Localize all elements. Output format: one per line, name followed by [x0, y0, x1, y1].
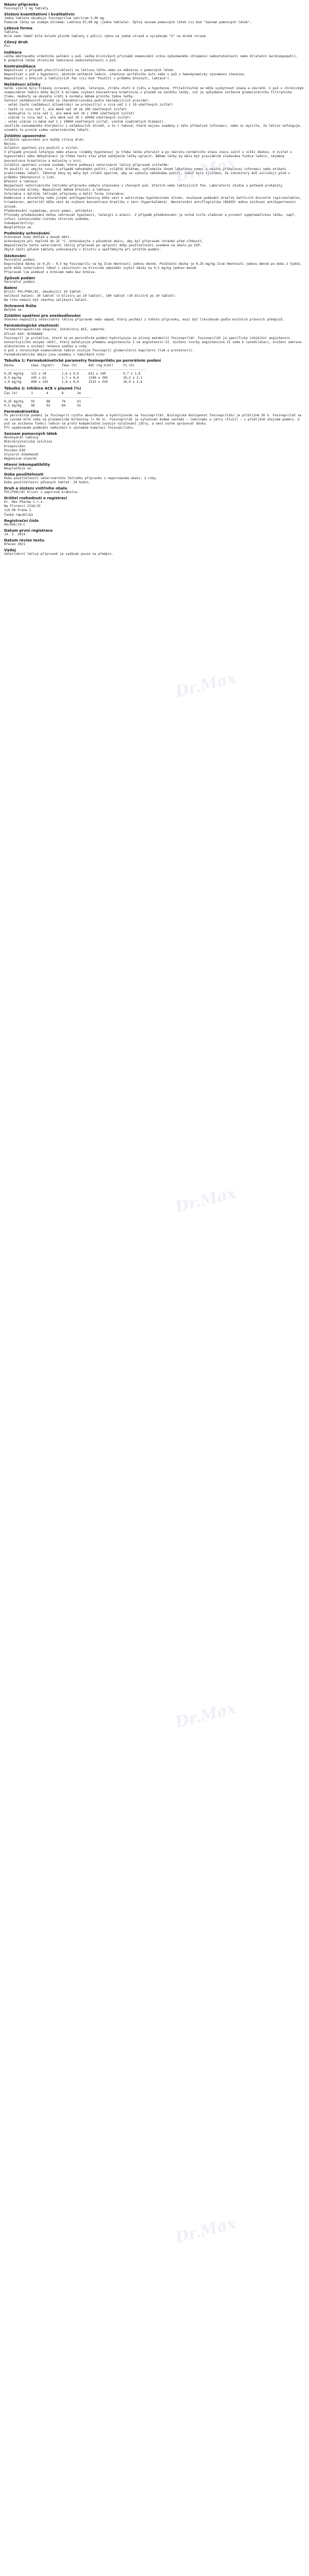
ace-table-2: [4, 386, 305, 408]
section-text: Veterinární léčivý přípravek je vydáván pouze na předpis.: [4, 552, 114, 556]
section-heading: Ochranná lhůta: [4, 303, 37, 309]
section-text: 96/045/14-C: [4, 522, 25, 527]
section-text: Uchovávat mimo dohled a dosah dětí. Uchovávejte při teplotě do 25 °C. Uchovávejte v původním obalu, aby byl přípravek chráněn před vlhkostí. Nepoužívejte tento veterinární léčivý přípravek po uplynutí doby použitelnosti uvedené na obalu po EXP. Zbylé části půlené tablety uchovávejte v blistru a spotřebujte při příštím podání.: [4, 235, 204, 252]
section-text: Neuplatňuje se.: [4, 466, 33, 470]
section-text: Léčba městnavého srdečního selhání u psů. Léčba klinických příznaků onemocnění srdce způsobeného chlopenní nedostatečností nebo dilatační kardiomyopatií. K podpůrné léčbě chronické ledvinové nedostatečnosti u psů.: [4, 54, 298, 62]
section-heading: Doba použitelnosti: [4, 471, 44, 477]
table-body: Dávka Cmax (ng/ml) Tmax (h) AUC (ng.h/ml) t½ (h) -------------------------------------------------------------------------- 0,25 mg/kg 121 ± 34 1,6 ± 0,5 612 ± 140 9,7 ± 1,8 0,5 mg/kg 245 ± 61 1,7 ± 0,6 1240 ± 305 10,3 ± 2,1 1,0 mg/kg 498 ± 102 1,8 ± 0,4 2515 ± 520 10,9 ± 2,4: [4, 364, 146, 384]
section-heading: Držitel rozhodnutí o registraci: [4, 496, 67, 501]
section-heading: Složení kvantitativní i kvalitativní: [4, 12, 75, 17]
section-text: Dr. Max Pharma s.r.o. Na Florenci 2116/15 110 00 Praha 1 Česká republika: [4, 500, 45, 517]
section-text: 14. 5. 2014: [4, 532, 25, 536]
section-text: Blistr PVC/PVDC/Al, obsahující 10 tablet. Velikost balení: 30 tablet (3 blistry po 10 tablet), 100 tablet (10 blistrů po 10 tablet). Na trhu nemusí být všechny velikosti balení.: [4, 290, 177, 302]
section-text: Perorální podání.: [4, 280, 37, 284]
section-heading: Dávkování: [4, 253, 26, 258]
section-heading: Zvláštní upozornění: [4, 133, 46, 139]
section-text: Tableta. Bílé nebo téměř bílé kulaté ploché tablety s půlicí rýhou na jedné straně a vyraženým "5" na druhé straně.: [4, 30, 208, 39]
section-text: Fosinopril 5 mg tablety: [4, 7, 48, 10]
section-heading: Farmakologické vlastnosti: [4, 323, 59, 328]
section-text: Psi.: [4, 44, 12, 48]
watermark: Dr.Max: [174, 1184, 238, 1217]
document-page: [4, 0, 305, 2247]
section-heading: Nežádoucí účinky: [4, 82, 41, 87]
section-heading: Seznam pomocných látek: [4, 431, 58, 436]
table-caption: Tabulka 2: Inhibice ACE v plazmě (%): [4, 385, 81, 391]
section-heading: Název přípravku: [4, 2, 39, 7]
section-text: PVC/PVDC/Al blistr v papírové krabičce.: [4, 490, 79, 495]
section-heading: Indikace: [4, 49, 22, 55]
section-text: Všechen nepoužitý veterinární léčivý přípravek nebo odpad, který pochází z tohoto přípravku, musí být likvidován podle místních právních předpisů.: [4, 318, 284, 322]
section-heading: Hlavní inkompatibility: [4, 462, 50, 467]
section-text: Po perorálním podání je fosinopril rychle absorbován a hydrolyzován na fosinoprilát. Biologická dostupnost fosinoprilátu je přibližně 30 %. Fosinoprilát se ve vysoké míře váže na plazmatické bílkoviny (> 95 %). Fosinoprilát je vylučován dvěma cestami – ledvinami a játry (žlučí) – v přibližně stejném poměru. U psů se sníženou funkcí ledvin se proto kompenzačně zvyšuje vylučování játry, a není nutné upravovat dávku. Při opakovaném podávání nedochází k významné kumulaci fosinoprilátu.: [4, 413, 302, 430]
section-heading: Farmakokinetika: [4, 409, 39, 414]
section-text: Březen 2021: [4, 542, 25, 546]
section-text: Nepoužívat v případě přecitlivělosti na léčivou látku nebo na některou z pomocných látek. Nepoužívat u psů s hypotenzí, akutním selháním ledvin, stenózou aortálního ústí nebo u psů s hemodynamicky významnou stenózou. Nepoužívat u březích a laktujících fen (viz bod "Použití v průběhu březosti, laktace").: [4, 68, 246, 80]
section-text: Perorální podání. Doporučená dávka je 0,25 – 0,5 mg fosinoprilu na kg živé hmotnosti jednou denně. Počáteční dávka je 0,25 mg/kg živé hmotnosti jednou denně po dobu 2 týdnů, poté může veterinární lékař v závislosti na klinické odpovědi zvýšit dávku na 0,5 mg/kg jednou denně. Přípravek lze podávat s krmivem nebo bez krmiva.: [4, 258, 302, 274]
section-heading: Podmínky uchovávání: [4, 231, 50, 236]
pk-table-1: [4, 358, 305, 384]
table-caption: Tabulka 1: Farmakokinetické parametry fosinoprilátu po perorálním podání: [4, 358, 161, 363]
watermark: Dr.Max: [174, 1699, 238, 1732]
table-body: Čas (h) 1 4 8 24 ---------------------------------------------- 0,25 mg/kg 92 88 76 41 0,5 mg/kg 96 93 84 55: [4, 391, 93, 408]
section-text: Zvláštní upozornění pro každý cílový druh: Nejsou. Zvláštní opatření pro použití u zvířat: V případě projevů letargie nebo ataxie (známky hypotenze) je třeba léčbu přerušit a po návratu normálního stavu znovu začít s nižší dávkou. U zvířat s hypovolémií nebo dehydratací je třeba tento stav před zahájením léčby upravit. Během léčby by měla být pravidelně sledována funkce ledvin, zejména koncentrace kreatininu a močoviny v krvi. Zvláštní opatření určené osobám, které podávají veterinární léčivý přípravek zvířatům: Po použití si umyjte ruce. V případě náhodného požití, zvláště dítětem, vyhledejte ihned lékařskou pomoc a ukažte příbalovou informaci nebo etiketu praktickému lékaři. Těhotné ženy by měly být zvlášť opatrné, aby se vyhnuly náhodnému požití, neboť bylo zjištěno, že inhibitory ACE ovlivňují plod v průběhu těhotenství u lidí. Březost a laktace: Bezpečnost veterinárního léčivého přípravku nebyla stanovena u chovných psů, březích nebo laktujících fen. Laboratorní studie u potkanů prokázaly fetotoxické účinky. Nepoužívat během březosti a laktace. Interakce s dalšími léčivými přípravky a další formy interakce: Kombinace s diuretiky nebo jinými antihypertenzivy může vést k aditivnímu hypotenznímu účinku. Současné podávání draslík šetřících diuretik (spironolakton, triamteren, amilorid) může vést ke zvýšení koncentrace draslíku v séru (hyperkalémie). Nesteroidní antiflogistika (NSAID) mohou snižovat antihypertenzní účinek. Předávkování (symptomy, první pomoc, antidota): Příznaky předávkování mohou zahrnovat hypotenzi, letargii a ataxii. V případě předávkování je nutné zvíře sledovat a provést symptomatickou léčbu, např. infuzi izotonického roztoku chloridu sodného. Inkompatibility: Neuplatňuje se.: [4, 138, 302, 230]
section-text: Farmakoterapeutická skupina: Inhibitory ACE, samotné. ATCvet kód: QC09AA09 Fosinopril je proléčivo, které se po perorálním podání hydrolyzuje na účinný metabolit fosinoprilát. Fosinoprilát je specifický inhibitor angiotenzin konvertujícího enzymu (ACE), který katalyzuje přeměnu angiotenzinu I na angiotenzin II. Snížení tvorby angiotenzinu II vede k vazodilataci, snížení sekrece aldosteronu a snížení retence sodíku a vody. U psů s chronickým onemocněním ledvin snižuje fosinopril glomerulární kapilární tlak a proteinurii. Farmakokinetické údaje jsou uvedeny v tabulkách níže:: [4, 328, 302, 357]
section-heading: Balení: [4, 285, 18, 290]
watermark: Dr.Max: [174, 154, 238, 187]
watermark: Dr.Max: [174, 2214, 238, 2247]
section-heading: Zvláštní opatření pro zneškodňování: [4, 313, 81, 318]
section-heading: Léková forma: [4, 26, 32, 31]
section-text: Velmi vzácně byly hlášeny zvracení, průjem, letargie, ztráta chuti k jídlu a hypotenze. Příležitostně se může vyskytnout únava a závratě. U psů s chronickým onemocněním ledvin může dojít k mírnému zvýšení koncentrace kreatininu v plazmě na začátku léčby, což je způsobeno snížením glomerulárního filtračního tlaku. Hodnoty se obvykle vrátí k normálu během prvního týdne léčby. Četnost nežádoucích účinků je charakterizována podle následujících pravidel: - velmi časté (nežádoucí účinek(nky) se projevil(y) u více než 1 z 10 ošetřených zvířat) - časté (u více než 1, ale méně než 10 ze 100 ošetřených zvířat) - neobvyklé (u více než 1, ale méně než 10 z 1000 ošetřených zvířat) - vzácné (u více než 1, ale méně než 10 z 10000 ošetřených zvířat) - velmi vzácné (u méně než 1 z 10000 ošetřených zvířat, včetně ojedinělých hlášení). Jestliže zaznamenáte kterýkoliv z nežádoucích účinků, a to i takové, které nejsou uvedeny v této příbalové informaci, nebo si myslíte, že léčivo nefunguje, oznamte to prosím svému veterinárnímu lékaři.: [4, 87, 304, 132]
section-heading: Cílový druh: [4, 40, 28, 45]
sections-part-1: [4, 2, 305, 357]
section-text: Monohydrát laktózy Mikrokrystalická celulóza Krospovidon Povidon K30 Glycerol-dibehenát Magnesium-stearát: [4, 436, 53, 461]
section-heading: Datum revize textu: [4, 537, 44, 543]
section-heading: Výdej: [4, 547, 16, 552]
section-heading: Registrační číslo: [4, 518, 39, 523]
sections-part-2: [4, 409, 305, 556]
section-text: Netýká se.: [4, 308, 24, 312]
section-heading: Druh a složení vnitřního obalu: [4, 486, 67, 491]
section-heading: Kontraindikace: [4, 63, 36, 69]
watermark: Dr.Max: [174, 669, 238, 702]
section-heading: Způsob podání: [4, 275, 35, 280]
section-heading: Datum první registrace: [4, 528, 53, 533]
section-text: Jedna tableta obsahuje fosinoprilum natricum 5,00 mg. Pomocné látky se známým účinkem: Laktóza 67,00 mg (jedna tableta). Úplný seznam pomocných látek viz bod "Seznam pomocných látek".: [4, 16, 252, 25]
section-text: Doba použitelnosti veterinárního léčivého přípravku v neporušeném obalu: 2 roky. Doba použitelnosti půlených tablet: 24 hodin.: [4, 476, 158, 485]
